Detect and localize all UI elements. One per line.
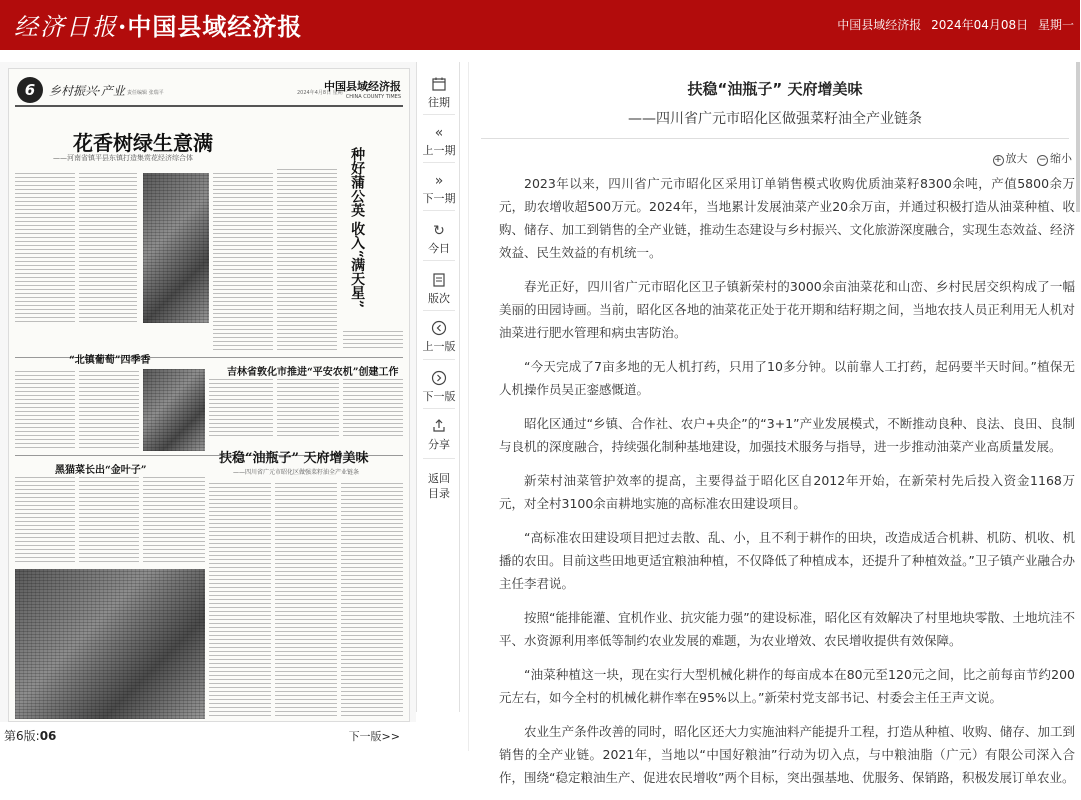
page-footer [0, 724, 416, 746]
circle-chevron-right-icon [430, 370, 448, 388]
article-paragraph: 春光正好，四川省广元市昭化区卫子镇新荣村的3000余亩油菜花和山峦、乡村民居交织构成了一幅美丽的田园诗画。当前，昭化区各地的油菜花正处于花开期和结籽期之间，当地农技人员正利用无人机对油菜进行肥水管理和病虫害防治。 [499, 279, 1075, 340]
circle-chevron-left-icon [430, 320, 448, 338]
article-paragraph: 昭化区通过“乡镇、合作社、农户+央企”的“3+1”产业发展模式，不断推动良种、良法、良田、良制与良机的深度融合，持续强化制种基地建设，加强技术服务与指导，进一步推动油菜产业高质量发展。 [499, 416, 1075, 454]
share-label: 分享 [428, 438, 450, 451]
page-headline-4[interactable]: 黑猫菜长出“金叶子” [55, 465, 147, 476]
brand-name: 中国县域经济报 [127, 12, 303, 41]
zoom-out-icon: − [1038, 155, 1047, 165]
next-issue-label: 下一期 [422, 192, 456, 205]
zoom-out-label: 缩小 [1050, 152, 1072, 165]
newspaper-page-viewer [0, 62, 416, 722]
share-button[interactable] [417, 418, 461, 451]
page-masthead: 中国县域经济报 [324, 80, 401, 93]
news-photo [143, 369, 205, 451]
text-column [341, 483, 403, 719]
nav-divider [423, 310, 455, 311]
archive-button[interactable] [417, 76, 461, 109]
brand-logo[interactable] [14, 7, 302, 42]
edition-nav [416, 62, 460, 712]
article-paragraph: “今天完成了7亩多地的无人机打药，只用了10多分钟。以前靠人工打药，起码要半天时间。”植保无人机操作员吴正銮感慨道。 [499, 359, 1075, 397]
back-label-line2: 目录 [428, 487, 450, 500]
prev-issue-button[interactable] [417, 124, 461, 157]
header-date: 2024年04月08日 [931, 18, 1029, 32]
nav-divider [423, 458, 455, 459]
text-column [79, 371, 139, 451]
share-icon [430, 418, 448, 436]
text-column [15, 371, 75, 451]
text-column [277, 169, 337, 353]
back-label-line1: 返回 [428, 472, 450, 485]
brand-separator: · [118, 12, 128, 41]
newspaper-page-image[interactable] [8, 68, 410, 722]
article-panel [468, 62, 1080, 785]
header-info [831, 16, 1074, 33]
edition-button[interactable] [417, 272, 461, 305]
brand-script: 经济日报 [14, 13, 118, 41]
nav-divider [423, 162, 455, 163]
page-headline-main[interactable]: 花香树绿生意满 [73, 131, 213, 155]
text-column [209, 483, 271, 719]
nav-divider [423, 260, 455, 261]
page-label: 第6版: [4, 729, 40, 743]
page-code: 06 [39, 729, 57, 743]
current-page-label [4, 727, 56, 744]
text-column [343, 331, 403, 351]
zoom-in-icon: + [994, 155, 1002, 165]
article-body [499, 172, 1075, 800]
article-paragraph: 2023年以来，四川省广元市昭化区采用订单销售模式收购优质油菜籽8300余吨，产值5800余万元，助农增收超500万元。2024年，当地累计发展油菜产业20余万亩，并通过积极打造从油菜种植、收购、储存、加工到销售的全产业链，推动生态建设与乡村振兴、文化旅游深度融合，实现生态效益、经济效益、民生效益的有机统一。 [499, 176, 1075, 260]
article-paragraph: 新荣村油菜管护效率的提高，主要得益于昭化区自2012年开始，在新荣村先后投入资金1168万元，对全村3100余亩耕地实施的高标准农田建设项目。 [499, 473, 1075, 511]
text-column [79, 173, 137, 323]
page-date-meta: 2024年4月8日 星期一 [297, 90, 348, 96]
text-column [209, 379, 273, 437]
article-divider [481, 138, 1069, 139]
header-paper-name: 中国县域经济报 [837, 18, 922, 32]
header-weekday: 星期一 [1037, 18, 1074, 32]
next-page-button[interactable] [417, 370, 461, 403]
article-paragraph: 按照“能排能灌、宜机作业、抗灾能力强”的建设标准，昭化区有效解决了村里地块零散、土地坑洼不平、水资源利用率低等制约农业发展的难题，为农业增效、农民增收提供有效保障。 [499, 610, 1075, 648]
page-number-badge: 6 [17, 77, 43, 103]
page-headline-2[interactable]: 吉林省敦化市推进“平安农机”创建工作 [227, 367, 399, 378]
article-paragraph: “油菜种植这一块，现在实行大型机械化耕作的每亩成本在80元至120元之间，比之前每亩节约200元左右，如今全村的机械化耕作率在95%以上。”新荣村党支部书记、村委会主任王声文说。 [499, 667, 1075, 705]
archive-label: 往期 [428, 96, 450, 109]
text-column [79, 477, 139, 565]
article-title: 扶稳“油瓶子” 天府增美味 [687, 80, 863, 98]
article-subtitle: ——四川省广元市昭化区做强菜籽油全产业链条 [628, 111, 922, 127]
page-headline-5-sub: ——四川省广元市昭化区做强菜籽油全产业链条 [233, 469, 360, 476]
nav-divider [423, 359, 455, 360]
news-photo [143, 173, 209, 323]
nav-divider [423, 408, 455, 409]
edition-label: 版次 [428, 292, 450, 305]
today-label: 今日 [428, 242, 450, 255]
refresh-icon: ↻ [433, 223, 445, 239]
text-column [343, 379, 403, 437]
zoom-in-button[interactable] [993, 152, 1028, 165]
next-page-link[interactable]: 下一版>> [348, 730, 400, 743]
page-editor-meta: 责任编辑 张瑞平 [127, 90, 164, 96]
calendar-icon [430, 76, 448, 94]
zoom-out-button[interactable] [1037, 152, 1072, 165]
page-masthead-sub: CHINA COUNTY TIMES [345, 94, 401, 100]
prev-page-button[interactable] [417, 320, 461, 353]
page-section-title: 乡村振兴·产业 [49, 84, 125, 98]
text-column [275, 483, 337, 719]
nav-divider [423, 114, 455, 115]
double-chevron-left-icon: « [434, 125, 444, 141]
news-photo [15, 569, 205, 719]
article-paragraph: “高标准农田建设项目把过去散、乱、小，且不利于耕作的田块，改造成适合机耕、机防、机收、机播的农田。目前这些田地更适宜粮油种植，不仅降低了种植成本，还提升了种植效益。”卫子镇产业融合办主任李君说。 [499, 530, 1075, 591]
double-chevron-right-icon: » [434, 173, 444, 189]
page-header [15, 75, 403, 107]
text-column [15, 173, 75, 323]
nav-divider [423, 210, 455, 211]
back-to-contents-button[interactable] [417, 470, 461, 500]
zoom-controls [987, 150, 1073, 166]
text-column [143, 477, 205, 565]
text-column [15, 477, 75, 565]
page-vertical-headline[interactable]: 种好蒲公英 收入“满天星” [349, 147, 366, 308]
text-column [277, 379, 339, 437]
next-page-label: 下一版 [422, 390, 456, 403]
site-header [0, 0, 1080, 50]
document-icon [430, 272, 448, 290]
article-scrollbar[interactable] [1076, 62, 1080, 212]
text-column [213, 173, 273, 353]
page-headline-main-sub: ——河南省镇平县东镇打造集赏花经济综合体 [53, 154, 193, 162]
prev-issue-label: 上一期 [422, 144, 456, 157]
page-headline-5[interactable]: 扶稳“油瓶子” 天府增美味 [219, 451, 369, 466]
today-button[interactable] [417, 222, 461, 255]
next-issue-button[interactable] [417, 172, 461, 205]
zoom-in-label: 放大 [1005, 152, 1028, 165]
page-headline-3[interactable]: “北镇葡萄”四季香 [69, 355, 151, 366]
article-paragraph: 农业生产条件改善的同时，昭化区还大力实施油料产能提升工程，打造从种植、收购、储存、加工到销售的全产业链。2021年，当地以“中国好粮油”行动为切入点，与中粮油脂（广元）有限公司深入合作，围绕“稳定粮油生产、促进农民增收”两个目标，突出强基地、优服务、保销路，积极发展订单农业。 [499, 724, 1075, 785]
prev-page-label: 上一版 [422, 340, 456, 353]
